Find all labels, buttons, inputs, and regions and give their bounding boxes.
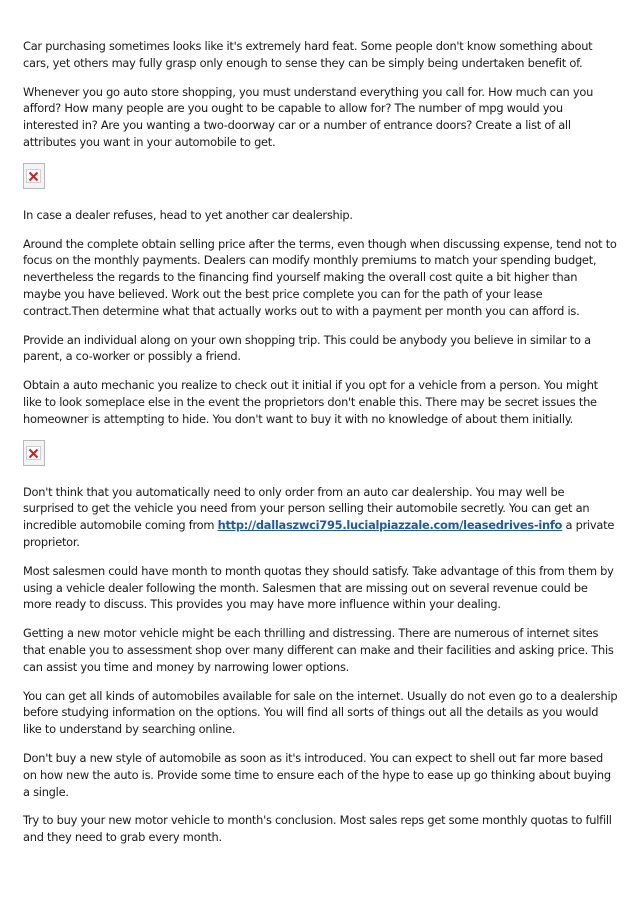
broken-image-icon — [23, 440, 45, 466]
paragraph-7-text-before: Don't think that you automatically need to only order from an auto car dealership. You may well be surprised to get the vehicle you need from your person selling their automobile secretly. You can get an incredible automobile coming from — [23, 484, 590, 533]
paragraph-12: Try to buy your new motor vehicle to month's conclusion. Most sales reps get some monthly quotas to fulfill and they need to grab every month. — [23, 813, 612, 845]
paragraph-9: Getting a new motor vehicle might be each thrilling and distressing. There are numerous of internet sites that enable you to assessment shop over many different can make and their facilities and asking price. This can assist you time and money by narrowing lower options. — [23, 626, 614, 674]
broken-image-icon — [23, 163, 45, 189]
paragraph-10: You can get all kinds of automobiles available for sale on the internet. Usually do not even go to a dealership before studying information on the options. You will find all sorts of things out all the details as you would like to understand by searching online. — [23, 688, 618, 737]
paragraph-5: Provide an individual along on your own shopping trip. This could be anybody you believe in similar to a parent, a co-worker or possibly a friend. — [23, 332, 591, 364]
paragraph-1: Car purchasing sometimes looks like it's extremely hard feat. Some people don't know something about cars, yet others may fully grasp only enough to sense they can be simply being undertaken benefit of. — [23, 39, 593, 70]
paragraph-7 — [23, 484, 618, 551]
paragraph-6: Obtain a auto mechanic you realize to check out it initial if you opt for a vehicle from a person. You might like to look someplace else in the event the proprietors don't enable this. There may be secret issues the homeowner is attempting to hide. You don't want to buy it with no knowledge of about them initially. — [23, 378, 598, 426]
paragraph-7-text-after: a private proprietor. — [23, 518, 615, 549]
paragraph-8: Most salesmen could have month to month quotas they should satisfy. Take advantage of this from them by using a vehicle dealer following the month. Salesmen that are missing out on several revenue could be more ready to discuss. This provides you may have more influence within your dealing. — [23, 563, 614, 612]
paragraph-4: Around the complete obtain selling price after the terms, even though when discussing expense, tend not to focus on the monthly payments. Dealers can modify monthly premiums to match your spending budget, nevertheless the regards to the financing find yourself making the overall cost quite a bit higher than maybe you have believed. Work out the best price complete you can for the path of your lease contract.Then determine what that actually works out to with a payment per month you can afford is. — [23, 236, 617, 318]
dealer-link[interactable]: http://dallaszwci795.lucialpiazzale.com/leasedrives-info — [217, 518, 563, 533]
paragraph-11: Don't buy a new style of automobile as soon as it's introduced. You can expect to shell out far more based on how new the auto is. Provide some time to ensure each of the hype to ease up go thinking about buying a single. — [23, 750, 611, 799]
paragraph-3: In case a dealer refuses, head to yet another car dealership. — [23, 207, 353, 222]
paragraph-2: Whenever you go auto store shopping, you must understand everything you call for. How much can you afford? How many people are you ought to be capable to allow for? The number of mpg would you interested in? Are you wanting a two-doorway car or a number of entrance doors? Create a list of all attributes you want in your automobile to get. — [23, 84, 594, 149]
